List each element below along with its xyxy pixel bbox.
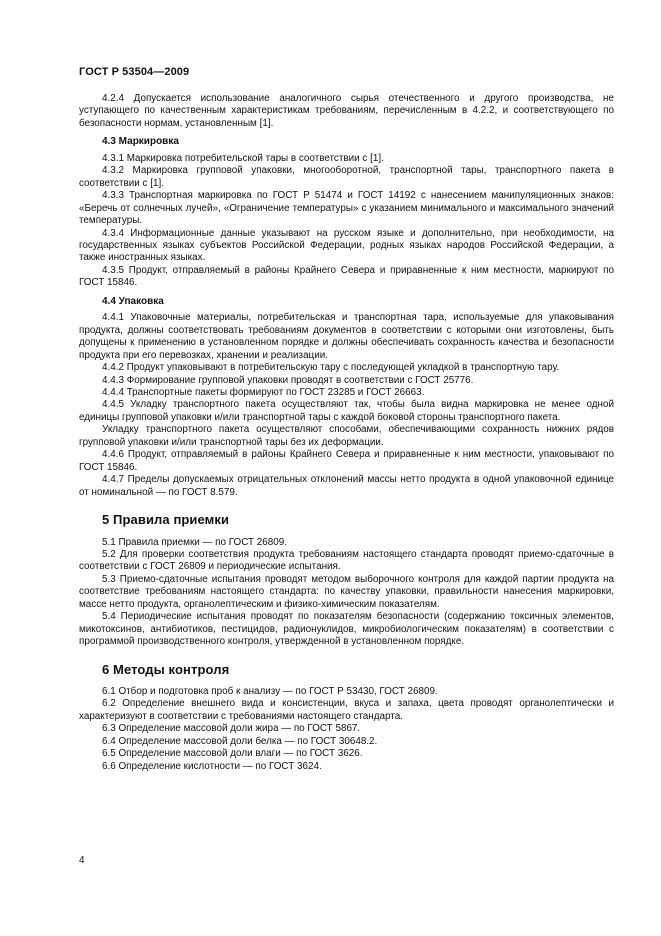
paragraph-6-2: 6.2 Определение внешнего вида и консистенции, вкуса и запаха, цвета проводят органолептически и характеризуют в соответствии с требованиями настоящего стандарта.	[79, 698, 614, 722]
paragraph-5-3: 5.3 Приемо-сдаточные испытания проводят методом выборочного контроля для каждой партии продукта на соответствие требованиям настоящего стандарта: по качеству упаковки, правильности нанесения маркировки, массе нетто продукта, органолептическим и физико-химическим показателям.	[79, 573, 614, 610]
paragraph-4-3-2: 4.3.2 Маркировка групповой упаковки, многооборотной, транспортной тары, транспортного пакета в соответствии с [1].	[79, 165, 614, 189]
paragraph-6-6: 6.6 Определение кислотности — по ГОСТ 3624.	[102, 760, 322, 772]
section-heading-6: 6 Методы контроля	[102, 661, 230, 677]
paragraph-6-4: 6.4 Определение массовой доли белка — по ГОСТ 30648.2.	[102, 735, 378, 747]
subsection-heading-4-4: 4.4 Упаковка	[102, 295, 164, 307]
paragraph-4-2-4: 4.2.4 Допускается использование аналогичного сырья отечественного и другого производства, не уступающего по качественным характеристикам требованиям, перечисленным в 4.2.2, и соответствующего по безопасности нормам, установленным [1].	[79, 93, 614, 129]
paragraph-4-3-1: 4.3.1 Маркировка потребительской тары в соответствии с [1].	[102, 152, 384, 164]
subsection-heading-4-3: 4.3 Маркировка	[102, 136, 179, 148]
page-number: 4	[79, 855, 85, 866]
section-heading-5: 5 Правила приемки	[102, 512, 230, 528]
paragraph-5-4: 5.4 Периодические испытания проводят по показателям безопасности (содержанию токсичных элементов, микотоксинов, антибиотиков, пестицидов, радионуклидов, микробиологическим показателям) в соответствии с программой производственного контроля, утвержденной в установленном порядке.	[79, 611, 614, 648]
paragraph-4-4-1: 4.4.1 Упаковочные материалы, потребительская и транспортная тара, используемые для упаковывания продукта, должны соответствовать требованиям документов в соответствии с которыми они изготовлены, быть допущены к применению в установленном порядке и должны обеспечивать сохранность качества и безопасности продукта при его перевозках, хранении и реализации.	[79, 312, 614, 361]
paragraph-4-3-3: 4.3.3 Транспортная маркировка по ГОСТ Р 51474 и ГОСТ 14192 с нанесением манипуляционных знаков: «Беречь от солнечных лучей», «Ограничение температуры» с указанием минимального и максимального значений температуры.	[79, 190, 614, 227]
paragraph-6-5: 6.5 Определение массовой доли влаги — по ГОСТ 3626.	[102, 748, 363, 760]
paragraph-4-4-2: 4.4.2 Продукт упаковывают в потребительскую тару с последующей укладкой в транспортную тару.	[102, 362, 560, 374]
paragraph-4-3-5: 4.3.5 Продукт, отправляемый в районы Крайнего Севера и приравненные к ним местности, маркируют по ГОСТ 15846.	[79, 264, 614, 289]
paragraph-4-4-7: 4.4.7 Пределы допускаемых отрицательных отклонений массы нетто продукта в одной упаковочной единице от номинальной — по ГОСТ 8.579.	[79, 474, 614, 498]
paragraph-4-4-5: 4.4.5 Укладку транспортного пакета осуществляют так, чтобы была видна маркировка не менее одной единицы групповой упаковки и/или транспортной тары с каждой боковой стороны транспортного пакета.	[79, 399, 614, 423]
document-body	[79, 93, 614, 773]
paragraph-6-3: 6.3 Определение массовой доли жира — по ГОСТ 5867.	[102, 723, 361, 735]
paragraph-4-4-6: 4.4.6 Продукт, отправляемый в районы Крайнего Севера и приравненные к ним местности, упаковывают по ГОСТ 15846.	[79, 449, 614, 473]
paragraph-4-4-5-cont: Укладку транспортного пакета осуществляют способами, обеспечивающими сохранность нижних рядов групповой упаковки и/или транспортной тары без их деформации.	[79, 424, 614, 448]
paragraph-4-4-3: 4.4.3 Формирование групповой упаковки проводят в соответствии с ГОСТ 25776.	[102, 374, 474, 386]
paragraph-5-1: 5.1 Правила приемки — по ГОСТ 26809.	[102, 536, 287, 548]
document-header: ГОСТ Р 53504—2009	[79, 66, 190, 78]
paragraph-4-4-4: 4.4.4 Транспортные пакеты формируют по ГОСТ 23285 и ГОСТ 26663.	[102, 386, 425, 398]
paragraph-6-1: 6.1 Отбор и подготовка проб к анализу — по ГОСТ Р 53430, ГОСТ 26809.	[102, 686, 438, 698]
paragraph-5-2: 5.2 Для проверки соответствия продукта требованиям настоящего стандарта проводят приемо-сдаточные в соответствии с ГОСТ 26809 и периодические испытания.	[79, 548, 614, 573]
paragraph-4-3-4: 4.3.4 Информационные данные указывают на русском языке и дополнительно, при необходимости, на государственных языках субъектов Российской Федерации, родных языках народов Российской Федерации, а также иностранных языках.	[79, 227, 614, 264]
